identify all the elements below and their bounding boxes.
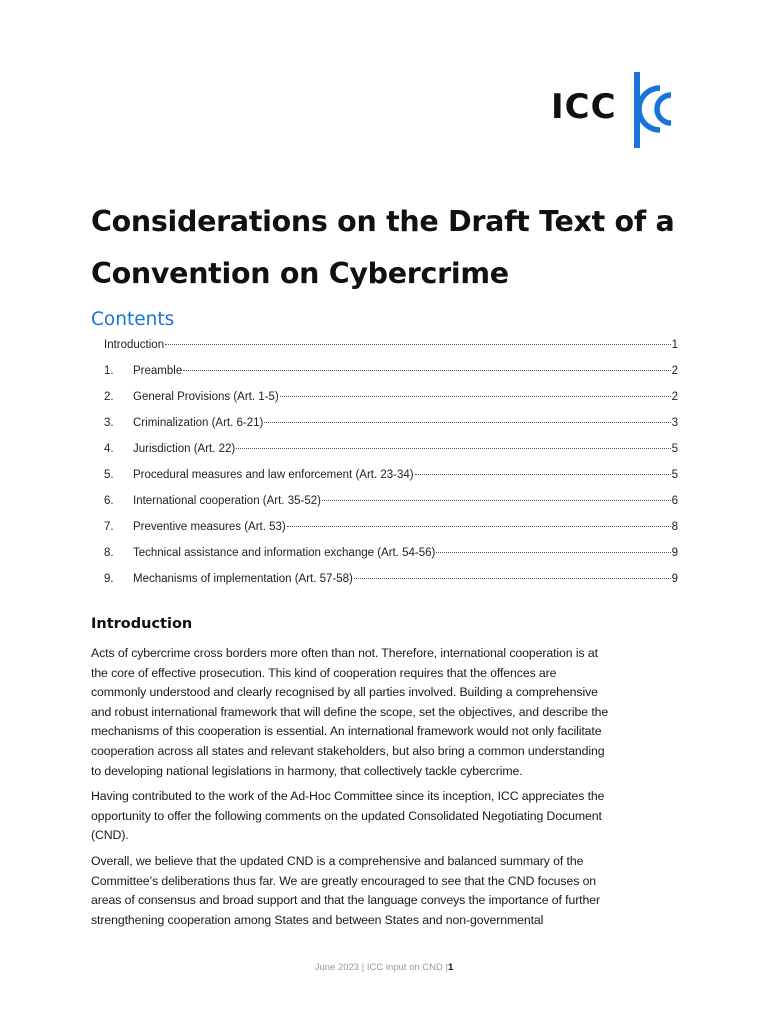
toc-entry-number: 7.	[104, 521, 114, 533]
paragraph-line: mechanisms of this cooperation is essential. An international framework would not only facilitate	[91, 724, 602, 739]
toc-dot-leader	[165, 344, 670, 345]
toc-entry-number: 5.	[104, 469, 114, 481]
toc-entry-number: 6.	[104, 495, 114, 507]
toc-entry-page: 1	[671, 339, 678, 351]
paragraph-line: and robust international framework that will define the scope, set the objectives, and describe the	[91, 704, 609, 719]
toc-entry-number: 9.	[104, 573, 114, 585]
toc-entry-title: Jurisdiction (Art. 22)	[133, 443, 236, 455]
body-paragraph	[91, 644, 681, 781]
body-paragraph	[91, 787, 681, 846]
toc-dot-leader	[236, 448, 670, 449]
paragraph-line: strengthening cooperation among States and between States and non-governmental	[91, 912, 544, 927]
paragraph-line: cooperation across all states and relevant stakeholders, but also bring a common understanding	[91, 743, 605, 758]
toc-entry-title: International cooperation (Art. 35-52)	[133, 495, 321, 507]
toc-entry-page: 9	[671, 573, 678, 585]
toc-entry[interactable]	[104, 569, 678, 595]
introduction-body	[91, 644, 681, 936]
paragraph-line: Having contributed to the work of the Ad-Hoc Committee since its inception, ICC appreciates the	[91, 789, 605, 804]
toc-entry[interactable]	[104, 491, 678, 517]
paragraph-line: opportunity to offer the following comments on the updated Consolidated Negotiating Document	[91, 808, 602, 823]
toc-entry[interactable]	[104, 413, 678, 439]
toc-entry-page: 2	[671, 365, 678, 377]
page-footer	[0, 961, 768, 975]
toc-entry-title: General Provisions (Art. 1-5)	[133, 391, 279, 403]
contents-heading: Contents	[91, 309, 175, 330]
toc-entry-title: Introduction	[104, 339, 165, 351]
logo-wordmark: ICC	[551, 87, 617, 127]
toc-entry-number: 1.	[104, 365, 114, 377]
toc-dot-leader	[264, 422, 670, 423]
toc-dot-leader	[183, 370, 670, 371]
toc-entry[interactable]	[104, 517, 678, 543]
toc-entry[interactable]	[104, 335, 678, 361]
footer-page-number: 1	[447, 962, 454, 973]
toc-entry-title: Criminalization (Art. 6-21)	[133, 417, 264, 429]
toc-dot-leader	[354, 578, 671, 579]
toc-entry-number: 3.	[104, 417, 114, 429]
toc-entry-title: Preamble	[133, 365, 183, 377]
paragraph-line: commonly understood and clearly recognised by all parties involved. Building a comprehensive	[91, 685, 598, 700]
toc-entry-title: Preventive measures (Art. 53)	[133, 521, 286, 533]
body-paragraph	[91, 852, 681, 930]
toc-entry-page: 6	[671, 495, 678, 507]
icc-logo	[551, 72, 681, 150]
toc-entry[interactable]	[104, 361, 678, 387]
toc-entry[interactable]	[104, 543, 678, 569]
logo-mark-arc-inner	[657, 95, 671, 123]
toc-dot-leader	[322, 500, 671, 501]
toc-entry-page: 8	[671, 521, 678, 533]
footer-text: June 2023 | ICC input on CND |	[314, 962, 448, 973]
toc-dot-leader	[287, 526, 671, 527]
paragraph-line: areas of consensus and broad support and that the language conveys the importance of further	[91, 893, 600, 908]
toc-entry-page: 3	[671, 417, 678, 429]
introduction-heading: Introduction	[91, 616, 193, 632]
toc-entry-number: 2.	[104, 391, 114, 403]
toc-entry-number: 8.	[104, 547, 114, 559]
icc-signal-mark-icon	[633, 72, 681, 150]
toc-entry-title: Technical assistance and information exchange (Art. 54-56)	[133, 547, 436, 559]
paragraph-line: Committee’s deliberations thus far. We are greatly encouraged to see that the CND focuses on	[91, 873, 597, 888]
toc-entry-page: 5	[671, 469, 678, 481]
toc-entry-number: 4.	[104, 443, 114, 455]
table-of-contents	[104, 335, 678, 595]
toc-entry[interactable]	[104, 387, 678, 413]
toc-dot-leader	[436, 552, 670, 553]
paragraph-line: Acts of cybercrime cross borders more often than not. Therefore, international cooperation is at	[91, 646, 598, 660]
toc-entry[interactable]	[104, 465, 678, 491]
paragraph-line: (CND).	[91, 828, 129, 843]
toc-dot-leader	[415, 474, 671, 475]
toc-entry-title: Procedural measures and law enforcement (Art. 23-34)	[133, 469, 414, 481]
toc-entry-page: 2	[671, 391, 678, 403]
document-title: Considerations on the Draft Text of a Convention on Cybercrime	[91, 205, 675, 290]
toc-entry-title: Mechanisms of implementation (Art. 57-58)	[133, 573, 353, 585]
toc-entry-page: 9	[671, 547, 678, 559]
toc-entry[interactable]	[104, 439, 678, 465]
paragraph-line: Overall, we believe that the updated CND is a comprehensive and balanced summary of the	[91, 853, 584, 868]
toc-entry-page: 5	[671, 443, 678, 455]
toc-dot-leader	[280, 396, 671, 397]
paragraph-line: the core of effective prosecution. This kind of cooperation requires that the offences are	[91, 665, 557, 680]
paragraph-line: to developing national legislations in harmony, that collectively tackle cybercrime.	[91, 763, 523, 778]
